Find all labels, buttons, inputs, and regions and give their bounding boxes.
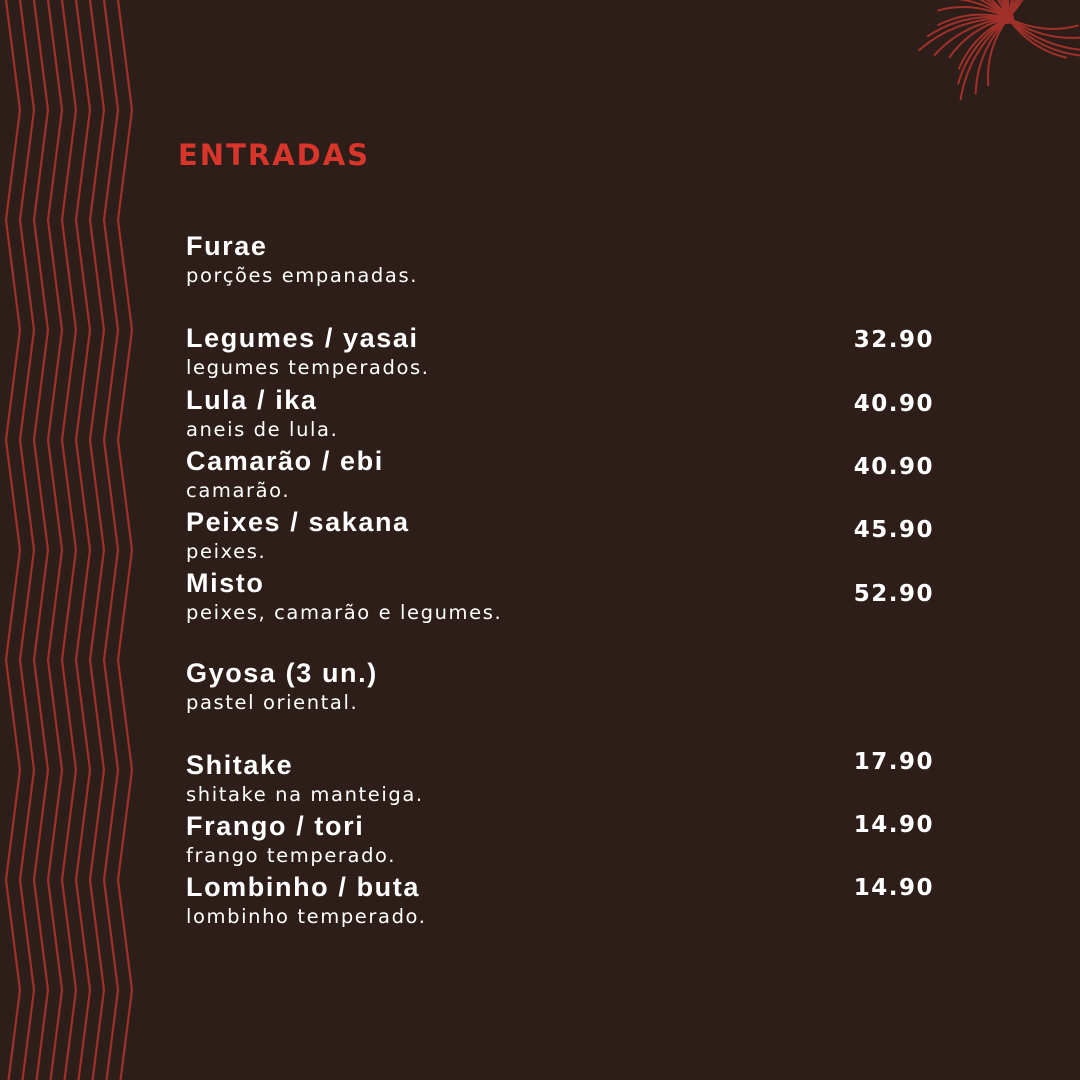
item-price: 14.90 [853, 875, 934, 901]
item-description: peixes. [186, 540, 267, 563]
item-price: 17.90 [853, 749, 934, 775]
item-name: Misto [186, 568, 265, 598]
item-description: peixes, camarão e legumes. [186, 601, 503, 624]
item-name: Shitake [186, 750, 294, 780]
group-description: pastel oriental. [186, 691, 359, 714]
menu-item [186, 385, 946, 442]
item-price: 40.90 [853, 454, 934, 480]
item-name: Camarão / ebi [186, 446, 384, 476]
item-name: Lula / ika [186, 385, 318, 415]
group-name: Gyosa (3 un.) [186, 658, 378, 688]
item-name: Frango / tori [186, 811, 365, 841]
item-name: Legumes / yasai [186, 323, 419, 353]
group-name: Furae [186, 231, 268, 261]
item-description: legumes temperados. [186, 356, 430, 379]
item-name: Peixes / sakana [186, 507, 410, 537]
item-description: shitake na manteiga. [186, 783, 424, 806]
menu-item [186, 872, 946, 929]
zigzag-border-decoration [0, 0, 140, 1080]
item-price: 45.90 [853, 517, 934, 543]
item-description: camarão. [186, 479, 291, 502]
menu-group-gyosa [186, 658, 946, 715]
item-description: frango temperado. [186, 844, 397, 867]
menu-item [186, 323, 946, 380]
item-price: 32.90 [853, 327, 934, 353]
item-description: aneis de lula. [186, 418, 339, 441]
item-price: 52.90 [853, 581, 934, 607]
item-description: lombinho temperado. [186, 905, 427, 928]
section-title: ENTRADAS [178, 138, 371, 172]
flower-ornament-icon [890, 0, 1080, 130]
menu-item [186, 750, 946, 807]
item-name: Lombinho / buta [186, 872, 420, 902]
item-price: 14.90 [853, 812, 934, 838]
menu-item [186, 568, 946, 625]
menu-group-furae [186, 231, 946, 288]
menu-item [186, 811, 946, 868]
menu-item [186, 446, 946, 503]
group-description: porções empanadas. [186, 264, 419, 287]
menu-item [186, 507, 946, 564]
item-price: 40.90 [853, 391, 934, 417]
